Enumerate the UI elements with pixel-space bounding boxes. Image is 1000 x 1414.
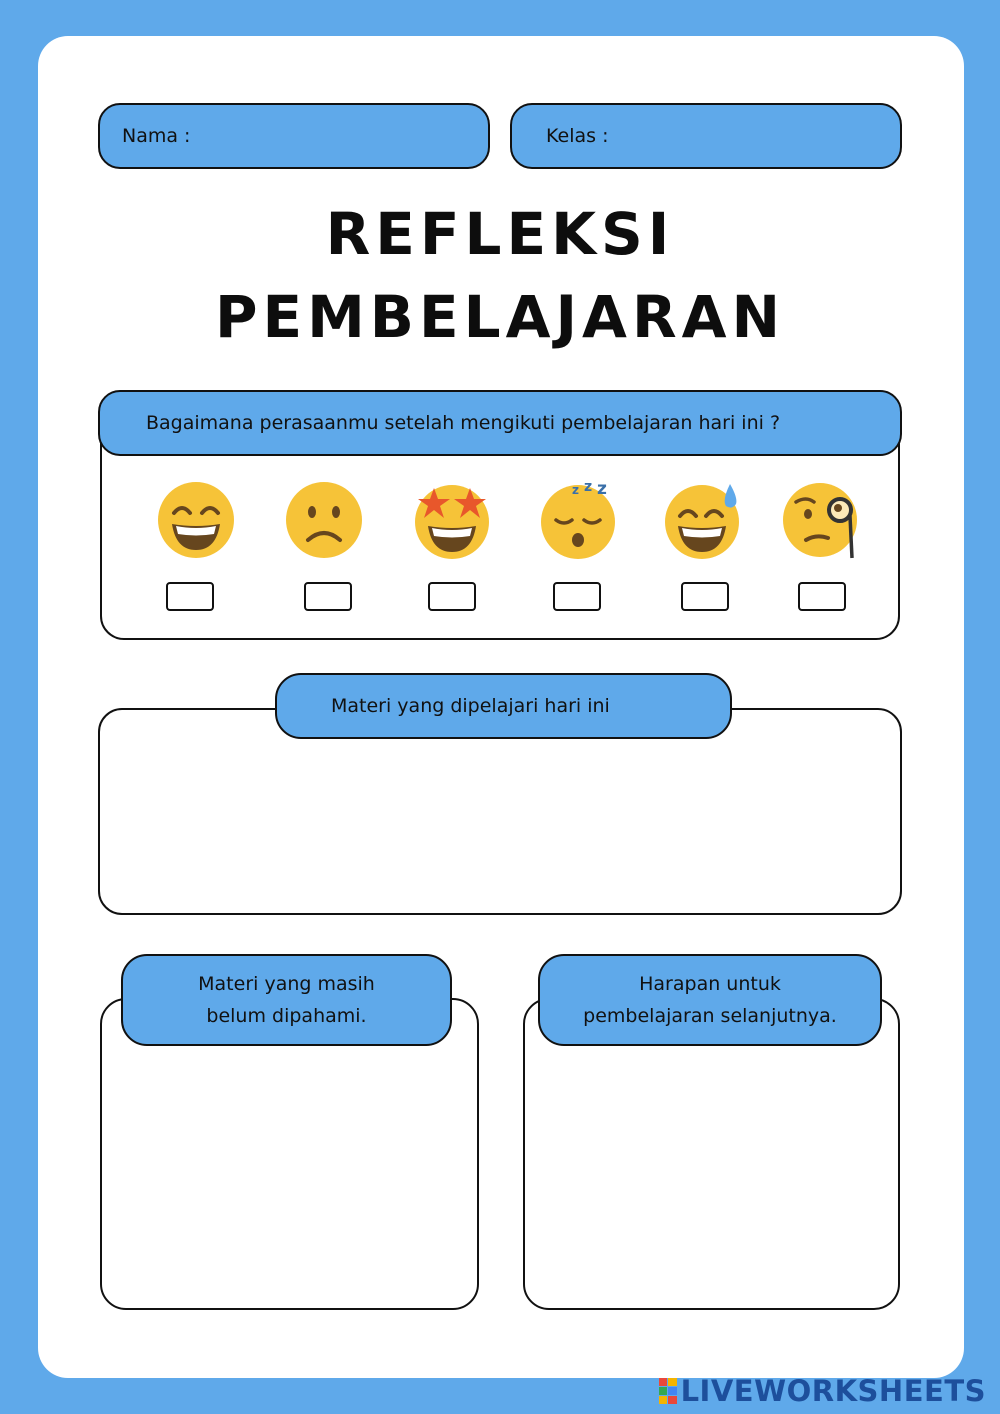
monocle-face-icon (782, 480, 862, 560)
checkbox-monocle[interactable] (798, 582, 846, 611)
grinning-face-icon (156, 480, 236, 560)
feeling-question-banner (98, 390, 902, 456)
learned-today-label: Materi yang dipelajari hari ini (331, 695, 610, 717)
not-understood-banner (121, 954, 452, 1046)
checkbox-frowning[interactable] (304, 582, 352, 611)
not-understood-line1: Materi yang masih (198, 973, 375, 995)
feeling-question: Bagaimana perasaanmu setelah mengikuti pembelajaran hari ini ? (146, 412, 781, 434)
not-understood-line2: belum dipahami. (206, 1005, 367, 1027)
svg-text:z: z (584, 480, 593, 495)
liveworksheets-text: LIVEWORKSHEETS (680, 1374, 986, 1408)
grinning-sweat-icon (664, 480, 744, 560)
svg-text:z: z (597, 480, 607, 499)
page-title-line2: PEMBELAJARAN (214, 283, 786, 351)
checkbox-sleeping[interactable] (553, 582, 601, 611)
hope-banner (538, 954, 882, 1046)
checkbox-grinning-sweat[interactable] (681, 582, 729, 611)
svg-text:z: z (572, 483, 579, 497)
star-struck-icon (412, 480, 492, 560)
hope-line1: Harapan untuk (639, 973, 781, 995)
sleeping-face-icon (538, 480, 618, 560)
page-title-line1: REFLEKSI (325, 200, 675, 268)
checkbox-star-struck[interactable] (428, 582, 476, 611)
name-field[interactable] (98, 103, 490, 169)
liveworksheets-logo-icon (659, 1378, 677, 1404)
hope-line2: pembelajaran selanjutnya. (583, 1005, 837, 1027)
learned-today-banner (275, 673, 732, 739)
learned-today-box[interactable] (98, 708, 902, 915)
checkbox-grinning[interactable] (166, 582, 214, 611)
class-field[interactable] (510, 103, 902, 169)
frowning-face-icon (284, 480, 364, 560)
name-label: Nama : (122, 125, 191, 147)
liveworksheets-logo (659, 1374, 986, 1408)
class-label: Kelas : (546, 125, 609, 147)
